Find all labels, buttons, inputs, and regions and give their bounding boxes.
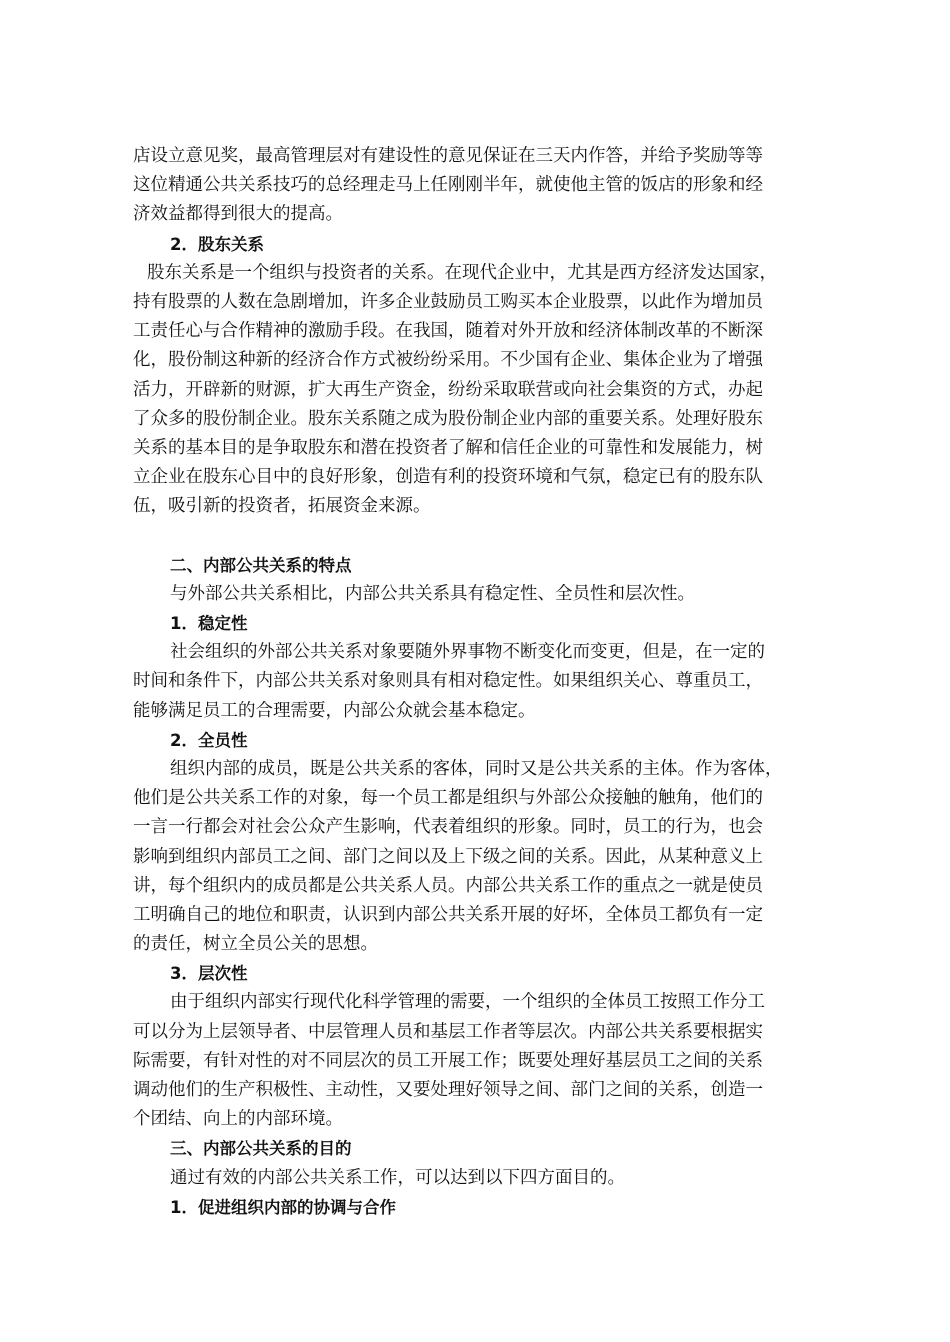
text-line: 股东关系是一个组织与投资者的关系。在现代企业中，尤其是西方经济发达国家， [147,262,777,283]
text-line: 工责任心与合作精神的激励手段。在我国，随着对外开放和经济体制改革的不断深 [133,321,763,342]
text-line: 讲，每个组织内的成员都是公共关系人员。内部公共关系工作的重点之一就是使员 [133,875,763,896]
text-line: 的责任，树立全员公关的思想。 [133,934,378,955]
text-line: 这位精通公共关系技巧的总经理走马上任刚刚半年，就使他主管的饭店的形象和经 [133,175,763,196]
document-body [133,142,863,1222]
text-line: 活力，开辟新的财源，扩大再生产资金，纷纷采取联营或向社会集资的方式，办起 [133,379,763,400]
section-heading-purpose: 三、内部公共关系的目的 [170,1139,352,1159]
subheading-shareholder-relations: 2．股东关系 [170,234,264,254]
text-line: 可以分为上层领导者、中层管理人员和基层工作者等层次。内部公共关系要根据实 [133,1021,763,1042]
text-line: 工明确自己的地位和职责，认识到内部公共关系开展的好坏，全体员工都负有一定 [133,904,763,925]
text-line: 一言一行都会对社会公众产生影响，代表着组织的形象。同时，员工的行为，也会 [133,817,763,838]
section-heading-characteristics: 二、内部公共关系的特点 [170,555,352,575]
text-line: 时间和条件下，内部公共关系对象则具有相对稳定性。如果组织关心、尊重员工， [133,671,763,692]
text-line: 能够满足员工的合理需要，内部公众就会基本稳定。 [133,700,536,721]
subheading-coordination: 1．促进组织内部的协调与合作 [170,1197,396,1217]
paragraph-spacer [133,521,863,550]
subheading-full-staff: 2．全员性 [170,730,248,750]
text-line: 店设立意见奖，最高管理层对有建设性的意见保证在三天内作答，并给予奖励等等 [133,146,763,166]
text-line: 他们是公共关系工作的对象，每一个员工都是组织与外部公众接触的触角，他们的 [133,788,763,809]
text-line: 通过有效的内部公共关系工作，可以达到以下四方面目的。 [170,1167,625,1188]
text-line: 个团结、向上的内部环境。 [133,1109,343,1130]
text-line: 关系的基本目的是争取股东和潜在投资者了解和信任企业的可靠性和发展能力，树 [133,437,763,458]
text-line: 伍，吸引新的投资者，拓展资金来源。 [133,496,431,517]
subheading-hierarchy: 3．层次性 [170,964,248,984]
text-line: 济效益都得到很大的提高。 [133,204,343,225]
text-line: 组织内部的成员，既是公共关系的客体，同时又是公共关系的主体。作为客体， [170,758,783,779]
text-line: 社会组织的外部公共关系对象要随外界事物不断变化而变更，但是，在一定的 [170,642,765,663]
text-line: 立企业在股东心目中的良好形象，创造有利的投资环境和气氛，稳定已有的股东队 [133,467,763,488]
text-line: 调动他们的生产积极性、主动性，又要处理好领导之间、部门之间的关系，创造一 [133,1080,763,1100]
text-line: 持有股票的人数在急剧增加，许多企业鼓励员工购买本企业股票，以此作为增加员 [133,291,763,312]
text-line: 与外部公共关系相比，内部公共关系具有稳定性、全员性和层次性。 [170,583,695,604]
subheading-stability: 1．稳定性 [170,614,248,633]
text-line: 际需要，有针对性的对不同层次的员工开展工作；既要处理好基层员工之间的关系 [133,1050,763,1071]
text-line: 影响到组织内部员工之间、部门之间以及上下级之间的关系。因此，从某种意义上 [133,846,763,867]
text-line: 由于组织内部实行现代化科学管理的需要，一个组织的全体员工按照工作分工 [170,992,765,1013]
text-line: 化，股份制这种新的经济合作方式被纷纷采用。不少国有企业、集体企业为了增强 [133,350,763,371]
text-line: 了众多的股份制企业。股东关系随之成为股份制企业内部的重要关系。处理好股东 [133,408,763,429]
